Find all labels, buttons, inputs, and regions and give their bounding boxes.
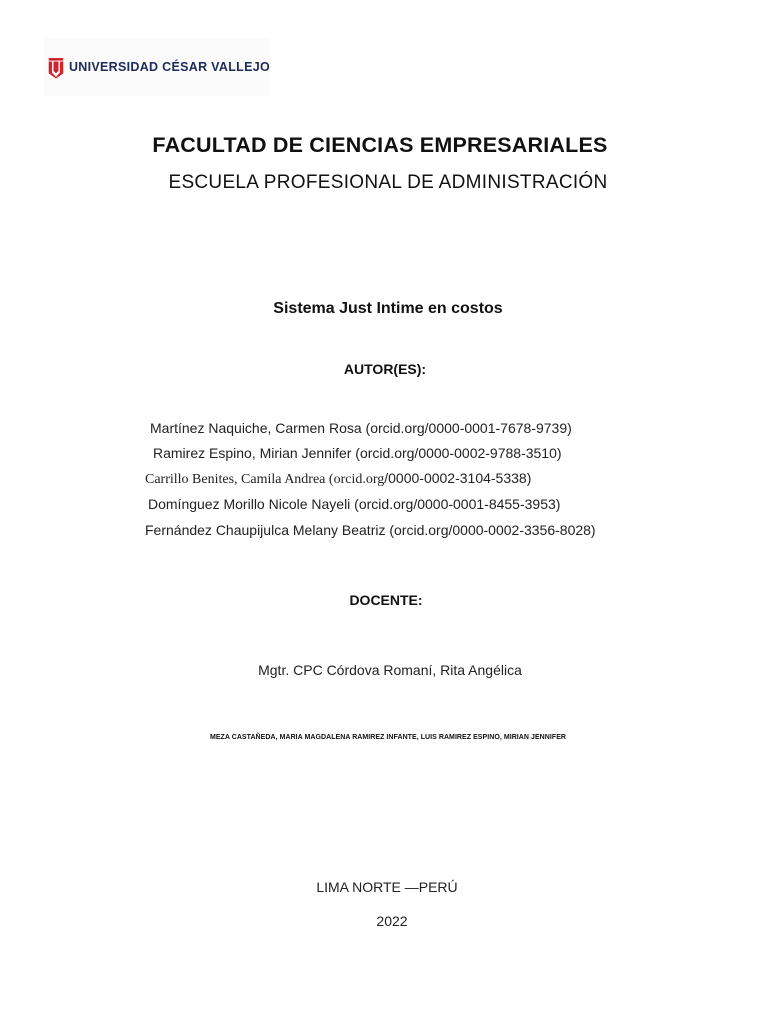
- university-shield-icon: [47, 40, 65, 94]
- teacher-name: Mgtr. CPC Córdova Romaní, Rita Angélica: [258, 662, 522, 678]
- authors-heading: AUTOR(ES):: [343, 361, 427, 377]
- author-line: Fernández Chaupijulca Melany Beatriz (orcid.org/0000-0002-3356-8028): [145, 522, 596, 538]
- author-line: Domínguez Morillo Nicole Nayeli (orcid.org/0000-0001-8455-3953): [148, 496, 561, 512]
- author-line-sans-part: /0000-0002-3104-5338): [384, 470, 532, 486]
- author-line: Ramirez Espino, Mirian Jennifer (orcid.org/0000-0002-9788-3510): [153, 445, 562, 461]
- author-line: Martínez Naquiche, Carmen Rosa (orcid.org/0000-0001-7678-9739): [150, 420, 572, 436]
- university-logo: [44, 38, 270, 96]
- additional-names: MEZA CASTAÑEDA, MARIA MAGDALENA RAMIREZ INFANTE, LUIS RAMIREZ ESPINO, MIRIAN JENNIFER: [209, 734, 567, 741]
- teacher-heading: DOCENTE:: [349, 592, 423, 608]
- school-title: ESCUELA PROFESIONAL DE ADMINISTRACIÓN: [168, 172, 608, 193]
- year: 2022: [376, 913, 408, 929]
- document-title: Sistema Just Intime en costos: [273, 300, 503, 317]
- author-line: [145, 470, 531, 488]
- faculty-title: FACULTAD DE CIENCIAS EMPRESARIALES: [152, 133, 608, 157]
- author-line-serif-part: Carrillo Benites, Camila Andrea (orcid.org: [145, 472, 385, 487]
- university-logo-text: UNIVERSIDAD CÉSAR VALLEJO: [68, 60, 270, 74]
- location: LIMA NORTE —PERÚ: [316, 879, 458, 895]
